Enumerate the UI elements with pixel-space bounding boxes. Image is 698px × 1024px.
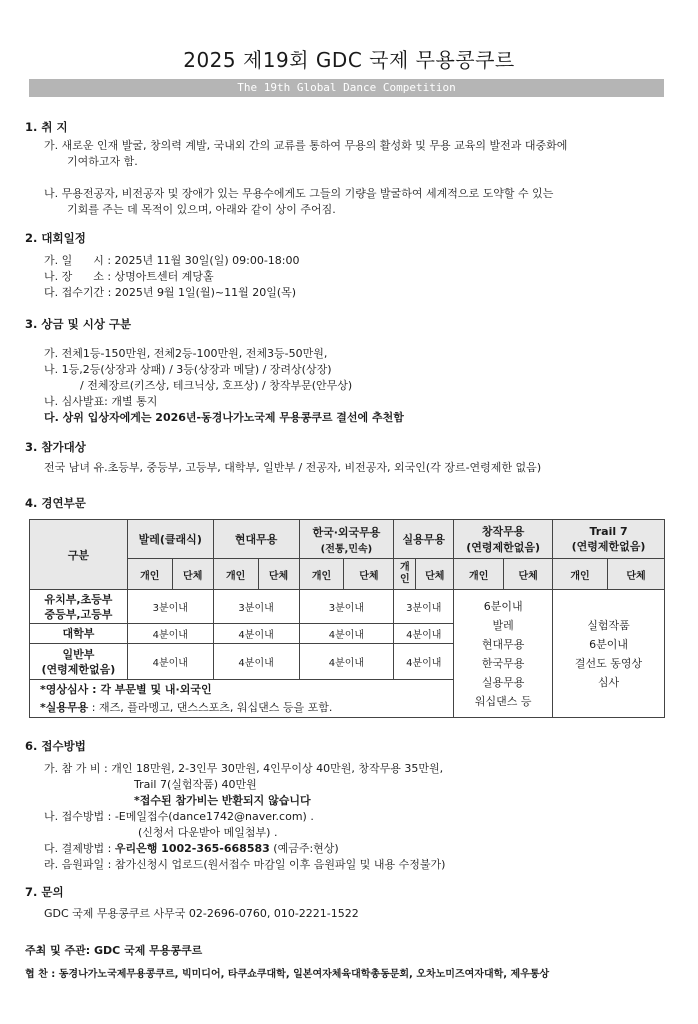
cell-time: 4분이내: [213, 644, 299, 680]
cell-time: 4분이내: [299, 644, 394, 680]
cell-time: 4분이내: [213, 624, 299, 644]
trail7-line: 실험작품: [587, 618, 630, 632]
note-video-screening: *영상심사 : 각 부문별 및 내·외국인: [40, 682, 212, 696]
trail7-line: 결선도 동영상: [574, 656, 643, 670]
s3b-line-1: 전국 남녀 유.초등부, 중등부, 고등부, 대학부, 일반부 / 전공자, 비전공자, 외국인(각 장르-연령제한 없음): [44, 461, 542, 474]
section-3-heading: 3. 상금 및 시상 구분: [25, 317, 132, 331]
s3-line-4: 나. 심사발표: 개별 통지: [44, 395, 158, 408]
s1-line-a1: 가. 새로운 인재 발굴, 창의력 계발, 국내외 간의 교류를 통하여 무용의 활성화 및 무용 교육의 발전과 대중화에: [44, 139, 568, 152]
page-title: 2025 제19회 GDC 국제 무용콩쿠르: [183, 48, 515, 72]
section-4-heading: 4. 경연부문: [25, 496, 86, 510]
cell-time: 4분이내: [394, 644, 454, 680]
s2-line-3: 다. 접수기간 : 2025년 9월 1일(월)~11월 20일(목): [44, 286, 297, 299]
s3-line-1: 가. 전체1등-150만원, 전체2등-100만원, 전체3등-50만원,: [44, 347, 328, 360]
col-modern: 현대무용: [213, 520, 299, 559]
cell-time: 3분이내: [127, 590, 213, 624]
creative-line: 실용무용: [481, 675, 525, 689]
sub-gaein-short-1: 개: [399, 562, 410, 573]
s6-line-2: Trail 7(실험작품) 40만원: [134, 778, 257, 791]
sub-gaein: 개인: [127, 559, 172, 590]
sub-danche: 단체: [344, 559, 394, 590]
s6-line-7: 라. 음원파일 : 참가신청시 업로드(원서접수 마감일 이후 음원파일 및 내용 수정불가): [44, 858, 446, 871]
section-1-heading: 1. 취 지: [25, 120, 68, 134]
s1-line-b1: 나. 무용전공자, 비전공자 및 장애가 있는 무용수에게도 그들의 기량을 발굴하여 세계적으로 도약할 수 있는: [44, 187, 554, 200]
cell-time: 4분이내: [127, 624, 213, 644]
sub-danche: 단체: [504, 559, 553, 590]
row-general: [30, 644, 128, 680]
row1-label-2: 중등부,고등부: [44, 607, 113, 621]
cell-time: 4분이내: [394, 624, 454, 644]
col-trail7-label: Trail 7: [589, 524, 628, 538]
s3-line-3: / 전체장르(키즈상, 테크닉상, 호프상) / 창작부문(안무상): [80, 379, 353, 392]
row-kids-elem-mid-high: [30, 590, 128, 624]
competition-table: [29, 519, 665, 718]
page-subtitle: The 19th Global Dance Competition: [29, 79, 664, 97]
note-practical-label: *실용무용: [40, 700, 89, 714]
s6-line-1: 가. 참 가 비 : 개인 18만원, 2-3인무 30만원, 4인무이상 40만원, 창작무용 35만원,: [44, 762, 444, 775]
sub-gaein: 개인: [299, 559, 344, 590]
cell-time: 4분이내: [127, 644, 213, 680]
sub-danche: 단체: [416, 559, 454, 590]
creative-line: 현대무용: [481, 637, 525, 651]
row-university: 대학부: [30, 624, 128, 644]
trail7-line: 심사: [597, 675, 620, 689]
sub-danche: 단체: [258, 559, 299, 590]
col-korean-foreign: [299, 520, 394, 559]
cell-time: 4분이내: [299, 624, 394, 644]
trail7-line: 6분이내: [589, 637, 628, 651]
col-creative: [454, 520, 553, 559]
sub-gaein-short-2: 인: [399, 574, 410, 585]
row3-label-2: (연령제한없음): [41, 662, 116, 676]
s2-line-2: 나. 장 소 : 상명아트센터 계당홀: [44, 270, 214, 283]
s3-line-2: 나. 1등,2등(상장과 상패) / 3등(상장과 메달) / 장려상(상장): [44, 363, 332, 376]
host-organizer: 주최 및 주관: GDC 국제 무용콩쿠르: [25, 944, 203, 957]
cell-trail7-detail: [553, 590, 665, 718]
creative-line: 한국무용: [481, 656, 525, 670]
col-trail7-sub: (연령제한없음): [571, 539, 646, 553]
col-trail7: [553, 520, 665, 559]
s6-line-3: *접수된 참가비는 반환되지 않습니다: [134, 794, 311, 807]
section-7-heading: 7. 문의: [25, 885, 64, 899]
sub-gaein: 개인: [454, 559, 504, 590]
s1-line-b2: 기회를 주는 데 목적이 있으며, 아래와 같이 상이 주어짐.: [67, 203, 336, 216]
col-creative-label: 창작무용: [481, 525, 525, 538]
note-practical: [40, 699, 453, 717]
s7-line-1: GDC 국제 무용콩쿠르 사무국 02-2696-0760, 010-2221-1522: [44, 907, 359, 920]
sub-danche: 단체: [607, 559, 664, 590]
cell-time: 3분이내: [394, 590, 454, 624]
sub-gaein: 개인: [553, 559, 608, 590]
sub-gaein-short: [394, 559, 416, 590]
cell-time: 3분이내: [299, 590, 394, 624]
sub-danche: 단체: [172, 559, 213, 590]
section-6-heading: 6. 접수방법: [25, 739, 86, 753]
col-ballet: 발레(클래식): [127, 520, 213, 559]
section-3b-heading: 3. 참가대상: [25, 440, 86, 454]
creative-line: 워십댄스 등: [474, 694, 532, 708]
cell-time: 3분이내: [213, 590, 299, 624]
s1-line-a2: 기여하고자 함.: [67, 155, 138, 168]
table-header-gubun: 구분: [30, 520, 128, 590]
s6-line-4: 나. 접수방법 : -E메일접수(dance1742@naver.com) .: [44, 810, 314, 823]
creative-line: 6분이내: [483, 599, 523, 613]
table-notes: [30, 680, 454, 718]
note-practical-text: : 재즈, 플라멩고, 댄스스포츠, 워십댄스 등을 포함.: [88, 700, 333, 714]
cell-creative-detail: [454, 590, 553, 718]
sub-gaein: 개인: [213, 559, 258, 590]
account-holder: (예금주:현상): [269, 842, 339, 855]
col-korean-foreign-label: 한국·외국무용: [312, 525, 381, 539]
s6-line-6-label: 다. 결제방법 :: [44, 842, 115, 855]
col-practical: 실용무용: [394, 520, 454, 559]
row1-label-1: 유치부,초등부: [44, 592, 113, 606]
col-korean-foreign-sub: (전통,민속): [320, 543, 373, 555]
row3-label-1: 일반부: [62, 647, 95, 661]
section-2-heading: 2. 대회일정: [25, 231, 86, 245]
s3-line-5: 다. 상위 입상자에게는 2026년-동경나가노국제 무용콩쿠르 결선에 추천함: [44, 411, 404, 424]
creative-line: 발레: [492, 618, 514, 632]
s2-line-1: 가. 일 시 : 2025년 11월 30일(일) 09:00-18:00: [44, 254, 300, 267]
s6-line-5: (신청서 다운받아 메일첨부) .: [138, 826, 278, 839]
sponsors: 협 찬 : 동경나가노국제무용콩쿠르, 빅미디어, 타쿠쇼쿠대학, 일본여자체육대학총동문회, 오차노미즈여자대학, 제우통상: [25, 969, 550, 980]
s6-line-6: [44, 841, 339, 857]
col-creative-sub: (연령제한없음): [466, 541, 541, 554]
bank-account: 우리은행 1002-365-668583: [114, 842, 270, 855]
